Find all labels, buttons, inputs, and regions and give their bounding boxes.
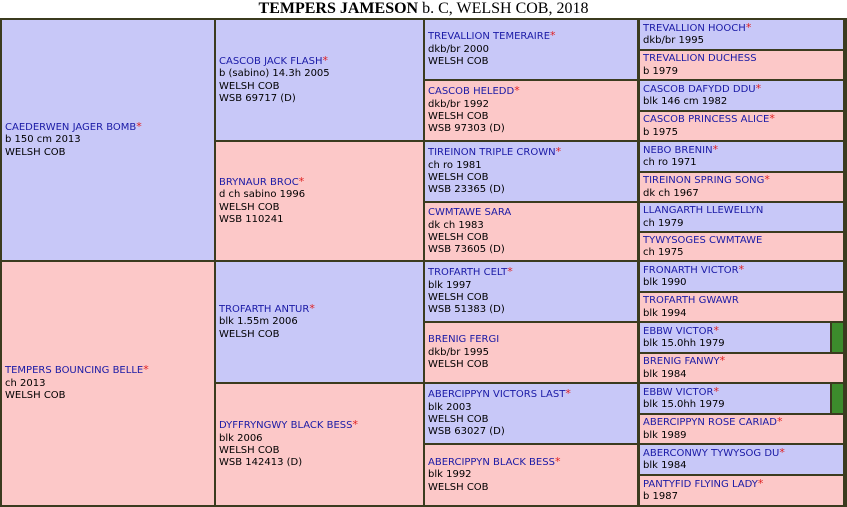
g4-info: ch ro 1971	[643, 157, 697, 168]
g4-cell	[640, 233, 843, 260]
great-grandparent-name-link[interactable]: TIREINON TRIPLE CROWN	[428, 147, 556, 159]
g4-cell	[640, 415, 843, 443]
horse-name: TEMPERS JAMESON	[258, 0, 419, 17]
green-marker	[830, 384, 843, 413]
pedigree-tree	[0, 18, 847, 507]
dam-cell	[2, 262, 214, 505]
g4-name-link[interactable]: FRONARTH VICTOR	[643, 264, 739, 276]
star-marker: *	[757, 476, 764, 490]
dam-info: ch 2013	[5, 377, 46, 389]
great-grandparent-info: ch ro 1981	[428, 159, 482, 171]
g4-name-link[interactable]: TROFARTH GWAWR	[643, 295, 739, 307]
star-marker: *	[738, 262, 745, 276]
great-grandparent-name-link[interactable]: TROFARTH CELT	[428, 267, 508, 279]
g4-cell	[640, 20, 843, 49]
g4-name-link[interactable]: BRENIG FANWY	[643, 356, 720, 368]
grandparent-cell	[216, 384, 423, 505]
g4-name-link[interactable]: CASCOB PRINCESS ALICE	[643, 114, 770, 126]
grandparent-cell	[216, 262, 423, 382]
star-marker: *	[507, 265, 513, 279]
g4-info: b 1979	[643, 65, 678, 77]
dam-name-link[interactable]: TEMPERS BOUNCING BELLE	[5, 365, 144, 377]
g4-cell	[640, 445, 843, 474]
g4-name-link[interactable]: PANTYFID FLYING LADY	[643, 478, 758, 490]
g4-cell	[640, 354, 843, 382]
g4-info: blk 1989	[643, 429, 687, 441]
g4-info: blk 15.0hh 1979	[643, 338, 725, 349]
sire-breed: WELSH COB	[5, 146, 66, 158]
great-grandparent-breed: WELSH COB	[428, 414, 489, 425]
g4-name-link[interactable]: TIREINON SPRING SONG	[643, 175, 765, 187]
sire-name-link[interactable]: CAEDERWEN JAGER BOMB	[5, 121, 137, 133]
great-grandparent-name-link[interactable]: CWMTAWE SARA	[428, 207, 512, 219]
great-grandparent-cell	[425, 384, 637, 443]
star-marker: *	[143, 363, 149, 377]
g4-cell	[640, 173, 843, 201]
g4-cell	[640, 323, 843, 352]
grandparent-reg: WSB 142413 (D)	[219, 457, 303, 469]
g4-info: blk 1984	[643, 368, 687, 380]
horse-details: b. C, WELSH COB, 2018	[418, 0, 589, 17]
g4-name-link[interactable]: NEBO BRENIN	[643, 144, 713, 156]
g4-name-link[interactable]: TREVALLION HOOCH	[643, 22, 746, 34]
great-grandparent-breed: WELSH COB	[428, 111, 489, 122]
star-marker: *	[713, 384, 719, 398]
g4-info: dk ch 1967	[643, 187, 699, 199]
star-marker: *	[719, 354, 726, 368]
star-marker: *	[764, 173, 770, 187]
great-grandparent-reg: WSB 51383 (D)	[428, 304, 505, 316]
star-marker: *	[745, 20, 752, 34]
sire-info: b 150 cm 2013	[5, 134, 81, 146]
great-grandparent-info: dkb/br 1992	[428, 98, 489, 110]
g4-info: b 1975	[643, 126, 678, 138]
g4-cell	[640, 81, 843, 110]
great-grandparent-info: dk ch 1983	[428, 219, 484, 231]
great-grandparent-breed: WELSH COB	[428, 172, 489, 183]
g4-cell	[640, 142, 843, 171]
great-grandparent-info: blk 1992	[428, 469, 472, 481]
g4-info: dkb/br 1995	[643, 35, 704, 46]
great-grandparent-reg: WSB 97303 (D)	[428, 123, 505, 135]
g4-name-link[interactable]: TYWYSOGES CWMTAWE	[643, 234, 763, 246]
star-marker: *	[712, 142, 719, 156]
great-grandparent-name-link[interactable]: CASCOB HELEDD	[428, 86, 515, 98]
g4-info: blk 146 cm 1982	[643, 96, 728, 107]
star-marker: *	[514, 84, 520, 98]
g4-cell	[640, 112, 843, 140]
star-marker: *	[713, 323, 719, 337]
star-marker: *	[298, 174, 305, 188]
great-grandparent-reg: WSB 73605 (D)	[428, 244, 505, 256]
green-marker	[830, 323, 843, 352]
g4-name-link[interactable]: ABERCONWY TYWYSOG DU	[643, 447, 780, 459]
grandparent-name-link[interactable]: DYFFRYNGWY BLACK BESS	[219, 420, 353, 432]
great-grandparent-cell	[425, 142, 637, 201]
great-grandparent-info: blk 1997	[428, 279, 472, 291]
great-grandparent-cell	[425, 323, 637, 382]
great-grandparent-info: dkb/br 1995	[428, 346, 489, 358]
sire-cell	[2, 20, 214, 260]
g4-info: blk 1994	[643, 307, 687, 319]
g4-name-link[interactable]: ABERCIPPYN ROSE CARIAD	[643, 417, 777, 429]
g4-cell	[640, 51, 843, 79]
grandparent-breed: WELSH COB	[219, 328, 280, 340]
great-grandparent-cell	[425, 20, 637, 79]
grandparent-info: b (sabino) 14.3h 2005	[219, 68, 330, 80]
g4-info: blk 1990	[643, 277, 687, 288]
grandparent-name-link[interactable]: CASCOB JACK FLASH	[219, 55, 323, 67]
star-marker: *	[779, 445, 785, 459]
g4-cell	[640, 203, 843, 231]
great-grandparent-breed: WELSH COB	[428, 481, 489, 493]
star-marker: *	[565, 387, 571, 401]
star-marker: *	[136, 119, 142, 133]
star-marker: *	[555, 145, 562, 159]
grandparent-breed: WELSH COB	[219, 445, 280, 456]
grandparent-info: blk 2006	[219, 432, 263, 444]
star-marker: *	[554, 454, 561, 468]
grandparent-info: d ch sabino 1996	[219, 189, 306, 201]
star-marker: *	[309, 301, 315, 315]
great-grandparent-reg: WSB 63027 (D)	[428, 426, 505, 438]
g4-info: blk 1984	[643, 460, 687, 471]
great-grandparent-cell	[425, 203, 637, 260]
star-marker: *	[322, 53, 328, 67]
great-grandparent-info: blk 2003	[428, 401, 472, 413]
grandparent-breed: WELSH COB	[219, 201, 280, 213]
g4-name-link[interactable]: LLANGARTH LLEWELLYN	[643, 205, 764, 217]
g4-cell	[640, 262, 843, 291]
great-grandparent-name-link[interactable]: TREVALLION TEMERAIRE	[428, 31, 551, 43]
grandparent-cell	[216, 20, 423, 140]
great-grandparent-cell	[425, 445, 637, 505]
dam-breed: WELSH COB	[5, 390, 66, 402]
g4-info: ch 1975	[643, 247, 684, 258]
great-grandparent-breed: WELSH COB	[428, 56, 489, 68]
great-grandparent-cell	[425, 262, 637, 321]
grandparent-breed: WELSH COB	[219, 80, 280, 92]
g4-info: blk 15.0hh 1979	[643, 399, 725, 410]
great-grandparent-name-link[interactable]: ABERCIPPYN BLACK BESS	[428, 456, 555, 468]
star-marker: *	[769, 112, 775, 126]
pedigree-title	[0, 0, 847, 18]
star-marker: *	[776, 415, 783, 429]
g4-name-link[interactable]: EBBW VICTOR	[643, 325, 714, 337]
g4-name-link[interactable]: TREVALLION DUCHESS	[643, 53, 757, 65]
grandparent-reg: WSB 110241	[219, 213, 284, 225]
g4-cell	[640, 293, 843, 321]
grandparent-cell	[216, 142, 423, 260]
great-grandparent-breed: WELSH COB	[428, 359, 489, 371]
grandparent-name-link[interactable]: TROFARTH ANTUR	[219, 303, 310, 315]
g4-name-link[interactable]: CASCOB DAFYDD DDU	[643, 83, 756, 95]
grandparent-reg: WSB 69717 (D)	[219, 92, 296, 104]
g4-name-link[interactable]: EBBW VICTOR	[643, 386, 714, 398]
star-marker: *	[550, 29, 556, 43]
grandparent-info: blk 1.55m 2006	[219, 316, 298, 328]
great-grandparent-reg: WSB 23365 (D)	[428, 184, 505, 196]
great-grandparent-name-link[interactable]: ABERCIPPYN VICTORS LAST	[428, 389, 566, 401]
great-grandparent-info: dkb/br 2000	[428, 43, 489, 55]
great-grandparent-breed: WELSH COB	[428, 292, 489, 303]
g4-info: b 1987	[643, 491, 678, 502]
great-grandparent-name-link[interactable]: BRENIG FERGI	[428, 334, 500, 346]
star-marker: *	[352, 418, 359, 432]
g4-cell	[640, 476, 843, 505]
great-grandparent-breed: WELSH COB	[428, 232, 489, 243]
g4-cell	[640, 384, 843, 413]
g4-info: ch 1979	[643, 217, 684, 229]
star-marker: *	[755, 81, 762, 95]
great-grandparent-cell	[425, 81, 637, 140]
grandparent-name-link[interactable]: BRYNAUR BROC	[219, 176, 299, 188]
